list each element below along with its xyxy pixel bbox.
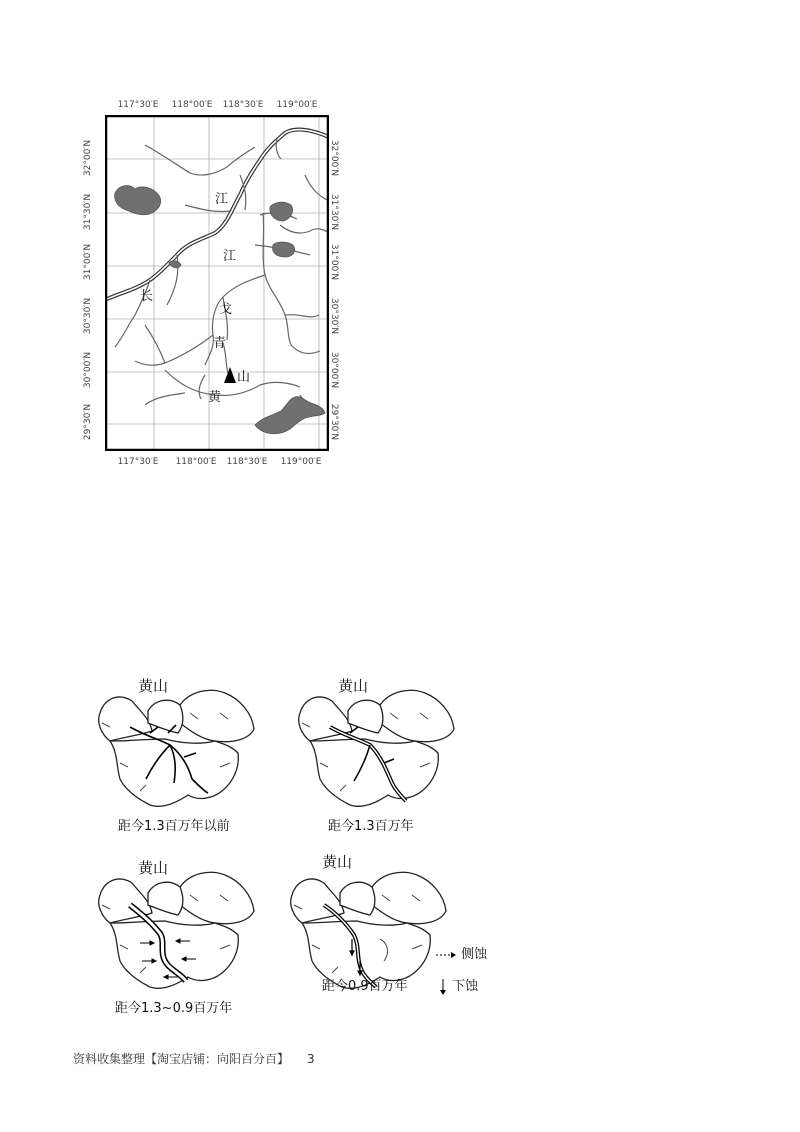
dashed-arrow-icon bbox=[435, 950, 457, 960]
lat-tick-left: 31°30′N bbox=[83, 193, 94, 231]
legend-lateral-label: 侧蚀 bbox=[461, 947, 488, 962]
erosion-stages-figure bbox=[80, 665, 500, 1025]
lat-tick-right: 31°30′N bbox=[329, 193, 340, 231]
panel-caption: 距今0.9百万年 bbox=[322, 979, 408, 994]
map-label-shan: 山 bbox=[237, 370, 251, 385]
lon-tick-bottom: 118°00′E bbox=[175, 457, 217, 467]
down-arrow-icon bbox=[438, 978, 448, 996]
location-map bbox=[78, 95, 358, 480]
stage-panel-2 bbox=[280, 665, 460, 834]
lon-tick-top: 119°00′E bbox=[276, 100, 318, 110]
lon-tick-bottom: 117°30′E bbox=[117, 457, 159, 467]
tributaries bbox=[115, 139, 329, 415]
page-footer bbox=[73, 1050, 315, 1067]
lon-tick-top: 117°30′E bbox=[117, 100, 159, 110]
panel-caption: 距今1.3百万年以前 bbox=[118, 819, 230, 834]
map-label-huang: 黄 bbox=[208, 390, 222, 405]
lat-tick-right: 29°30′N bbox=[329, 403, 340, 441]
huangshan-mountain-icon bbox=[224, 367, 236, 383]
footer-source-text: 资料收集整理【淘宝店铺：向阳百分百】 bbox=[73, 1052, 290, 1066]
panel-caption: 距今1.3百万年 bbox=[328, 819, 414, 834]
legend-lateral-erosion bbox=[435, 943, 487, 962]
lon-tick-top: 118°00′E bbox=[171, 100, 213, 110]
lon-tick-bottom: 118°30′E bbox=[226, 457, 268, 467]
map-label-qing: 青 bbox=[213, 336, 227, 351]
lat-tick-right: 31°00′N bbox=[329, 243, 340, 281]
legend-down-label: 下蚀 bbox=[452, 979, 479, 994]
map-label-jiang-lower: 江 bbox=[223, 249, 237, 264]
panel-title: 黄山 bbox=[138, 677, 169, 695]
stage-panel-4 bbox=[280, 847, 460, 1012]
stage-panel-3 bbox=[80, 847, 260, 1016]
panel-title: 黄山 bbox=[338, 677, 369, 695]
panel-title: 黄山 bbox=[322, 853, 353, 871]
lat-tick-left: 29°30′N bbox=[83, 403, 94, 441]
lat-tick-right: 30°00′N bbox=[329, 351, 340, 389]
valley-sketch-3 bbox=[80, 865, 260, 1005]
lon-tick-top: 118°30′E bbox=[222, 100, 264, 110]
lat-tick-left: 32°00′N bbox=[83, 139, 94, 177]
lat-tick-right: 30°30′N bbox=[329, 297, 340, 335]
map-label-chang: 长 bbox=[140, 289, 154, 304]
lat-tick-left: 30°00′N bbox=[83, 351, 94, 389]
lat-tick-left: 30°30′N bbox=[83, 297, 94, 335]
lat-tick-left: 31°00′N bbox=[83, 243, 94, 281]
map-canvas bbox=[105, 115, 329, 451]
legend-down-erosion bbox=[438, 975, 478, 996]
valley-sketch-1 bbox=[80, 683, 260, 823]
lon-tick-bottom: 119°00′E bbox=[280, 457, 322, 467]
panel-caption: 距今1.3~0.9百万年 bbox=[115, 1001, 233, 1016]
lat-tick-right: 32°00′N bbox=[329, 139, 340, 177]
panel-title: 黄山 bbox=[138, 859, 169, 877]
map-label-jiang-upper: 江 bbox=[215, 192, 229, 207]
map-label-ge: 戈 bbox=[219, 302, 233, 317]
stage-panel-1 bbox=[80, 665, 260, 834]
page-number: 3 bbox=[307, 1052, 315, 1066]
valley-sketch-2 bbox=[280, 683, 460, 823]
